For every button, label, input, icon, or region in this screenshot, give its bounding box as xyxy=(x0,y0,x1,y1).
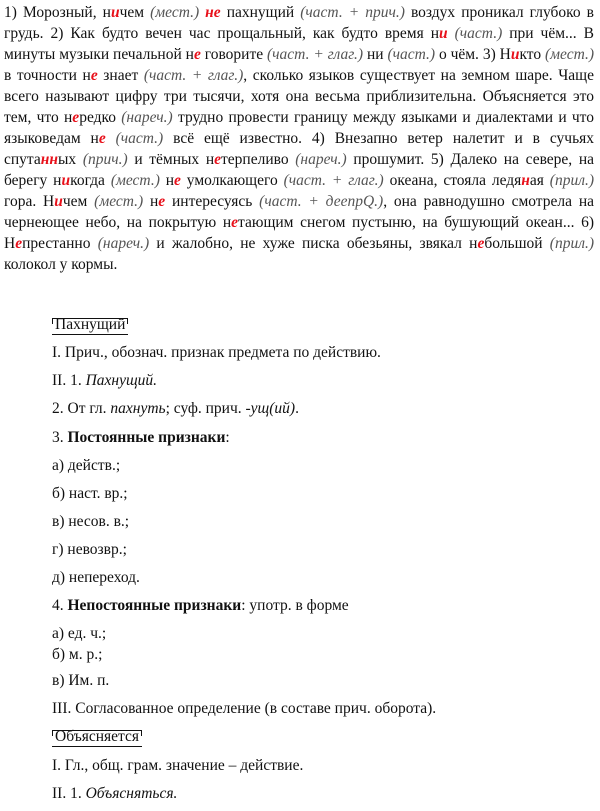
text-run: интересуясь xyxy=(165,193,260,210)
highlighted-letter: и xyxy=(61,172,71,189)
stem-mark xyxy=(52,318,128,319)
highlighted-letter: е xyxy=(72,109,80,126)
text-run: прошумит. 5) Далеко на севере, на берегу н xyxy=(4,151,595,189)
parse1-line-1: I. Прич., обознач. признак предмета по действию. xyxy=(52,344,381,361)
text-run: умолкающего xyxy=(180,172,284,189)
stem-mark-right xyxy=(141,730,142,736)
highlighted-letter: н xyxy=(521,172,530,189)
line-prefix: 2. От гл. xyxy=(52,400,111,417)
text-run: пахнущий xyxy=(220,4,301,21)
line-prefix: 4. xyxy=(52,597,68,614)
highlighted-letter: и xyxy=(54,193,63,210)
part-of-speech-annotation: (мест.) xyxy=(150,4,200,21)
part-of-speech-annotation: (мест.) xyxy=(110,172,160,189)
part-of-speech-annotation: (част. + глаг.) xyxy=(143,67,244,84)
parsed-word: Пахнущий xyxy=(55,316,126,333)
stem-mark-right xyxy=(127,318,128,324)
line-mid: ; суф. прич. - xyxy=(165,400,251,417)
text-run: когда xyxy=(70,172,111,189)
parse1-line-11: а) ед. ч.; xyxy=(52,625,107,642)
text-run: ая xyxy=(529,172,550,189)
text-run: , сколько языков существует на земном шаре. Чаще всего называют цифру три тысячи, хотя она весьма приблизительна. Объясняется это тем, что н xyxy=(4,67,594,126)
text-run xyxy=(448,25,455,42)
parse1-line-8: г) невозвр.; xyxy=(52,541,127,558)
text-run: колокол у кормы. xyxy=(4,256,118,273)
text-run: говорите xyxy=(200,46,267,63)
line-prefix: 3. xyxy=(52,429,68,446)
stem-mark-left xyxy=(52,318,53,324)
parse1-line-2 xyxy=(52,372,157,390)
highlighted-letter: е xyxy=(158,193,166,210)
part-of-speech-annotation: (прил.) xyxy=(549,235,595,252)
part-of-speech-annotation: (част.) xyxy=(115,130,164,147)
parse1-line-7: в) несов. в.; xyxy=(52,513,130,530)
text-run: н xyxy=(143,193,159,210)
text-run: чем xyxy=(62,193,95,210)
text-run: редко xyxy=(79,109,122,126)
parse1-line-9: д) непереход. xyxy=(52,569,140,586)
highlighted-letter: нн xyxy=(40,151,58,168)
highlighted-letter: е xyxy=(193,46,201,63)
initial-form: Объясняться. xyxy=(85,785,178,802)
highlighted-letter: е xyxy=(231,214,239,231)
text-run: воздух проникал глубоко в грудь. 2) Как будто вечен час прощальный, как будто время н xyxy=(4,4,595,42)
text-run: ых xyxy=(58,151,83,168)
part-of-speech-annotation: (част.) xyxy=(387,46,436,63)
text-run: престанно xyxy=(22,235,98,252)
line-end: : xyxy=(225,429,230,446)
highlighted-letter: и xyxy=(110,4,120,21)
initial-form: Пахнущий. xyxy=(85,372,158,389)
parse2-line-1: I. Гл., общ. грам. значение – действие. xyxy=(52,757,304,774)
text-run: большой xyxy=(484,235,550,252)
text-run: в точности н xyxy=(4,67,91,84)
text-run: , она равнодушно смотрела на чернеющее небо, на покрытую н xyxy=(4,193,594,231)
part-of-speech-annotation: (прил.) xyxy=(549,172,594,189)
highlighted-letter: е xyxy=(174,172,181,189)
part-of-speech-annotation: (прич.) xyxy=(82,151,128,168)
section-heading: Непостоянные признаки xyxy=(67,597,242,614)
line-prefix: II. 1. xyxy=(52,785,86,802)
part-of-speech-annotation: (част. + прич.) xyxy=(300,4,405,21)
parse1-line-5: а) действ.; xyxy=(52,457,121,474)
text-run xyxy=(106,130,116,147)
highlighted-letter: е xyxy=(214,151,222,168)
parse1-line-13: в) Им. п. xyxy=(52,672,110,689)
morpheme-marked-word xyxy=(52,316,128,334)
line-end: : употр. в форме xyxy=(241,597,349,614)
line-end: . xyxy=(295,400,299,417)
part-of-speech-annotation: (нареч.) xyxy=(121,109,173,126)
text-run: ни xyxy=(363,46,388,63)
section-heading: Постоянные признаки xyxy=(67,429,226,446)
line-prefix: II. 1. xyxy=(52,372,86,389)
text-run: терпеливо xyxy=(221,151,296,168)
suffix: ущ(ий) xyxy=(250,400,296,417)
text-run: тающим снегом пустыню, на бушующий океан... 6) Н xyxy=(4,214,594,252)
text-run: н xyxy=(102,4,111,21)
part-of-speech-annotation: (мест.) xyxy=(94,193,144,210)
parse1-line-6: б) наст. вр.; xyxy=(52,485,128,502)
part-of-speech-annotation: (част. + деепрQ.) xyxy=(259,193,384,210)
text-run: гора. Н xyxy=(4,193,55,210)
part-of-speech-annotation: (мест.) xyxy=(544,46,594,63)
parse1-line-10 xyxy=(52,597,349,615)
text-run: океана, стояла ледя xyxy=(383,172,522,189)
text-run: и жалобно, не хуже писка обезьяны, звякал н xyxy=(149,235,478,252)
part-of-speech-annotation: (част. + глаг.) xyxy=(283,172,384,189)
parse2-word xyxy=(52,728,142,746)
text-run: кто xyxy=(519,46,545,63)
parse1-line-12: б) м. р.; xyxy=(52,646,103,663)
parse1-line-3 xyxy=(52,400,299,418)
highlighted-letter: е xyxy=(15,235,23,252)
stem-mark xyxy=(52,730,142,731)
parse1-line-4 xyxy=(52,429,230,447)
text-run: знает xyxy=(97,67,144,84)
highlighted-letter: и xyxy=(510,46,520,63)
part-of-speech-annotation: (част. + глаг.) xyxy=(267,46,364,63)
part-of-speech-annotation: (нареч.) xyxy=(97,235,150,252)
morpheme-marked-word xyxy=(52,728,142,746)
text-run: 1) Морозный, xyxy=(4,4,103,21)
parse1-word xyxy=(52,316,128,334)
text-run: трудно провести границу между языками и диалектами и что языковедам н xyxy=(4,109,594,147)
parse2-line-2 xyxy=(52,785,177,803)
highlighted-letter: е xyxy=(477,235,485,252)
parsed-word: Объясняется xyxy=(55,728,139,745)
text-run: н xyxy=(159,172,175,189)
highlighted-letter: е xyxy=(98,130,106,147)
exercise-text xyxy=(4,2,594,275)
highlighted-letter: е xyxy=(90,67,98,84)
stem-mark-left xyxy=(52,730,53,736)
ending-mark xyxy=(52,334,128,335)
text-run: и тёмных н xyxy=(127,151,215,168)
ending-mark xyxy=(52,746,142,747)
text-run: всё ещё известно. 4) Внезапно ветер налетит и в сучьях спута xyxy=(4,130,595,168)
highlighted-letter: и xyxy=(439,25,448,42)
text-run: чем xyxy=(119,4,151,21)
part-of-speech-annotation: (нареч.) xyxy=(295,151,347,168)
text-run: при чём... В минуты музыки печальной н xyxy=(4,25,594,63)
text-run: о чём. 3) Н xyxy=(435,46,511,63)
highlighted-letter: не xyxy=(205,4,221,21)
part-of-speech-annotation: (част.) xyxy=(454,25,503,42)
parse1-line-14: III. Согласованное определение (в составе прич. оборота). xyxy=(52,700,437,717)
source-verb: пахнуть xyxy=(110,400,166,417)
